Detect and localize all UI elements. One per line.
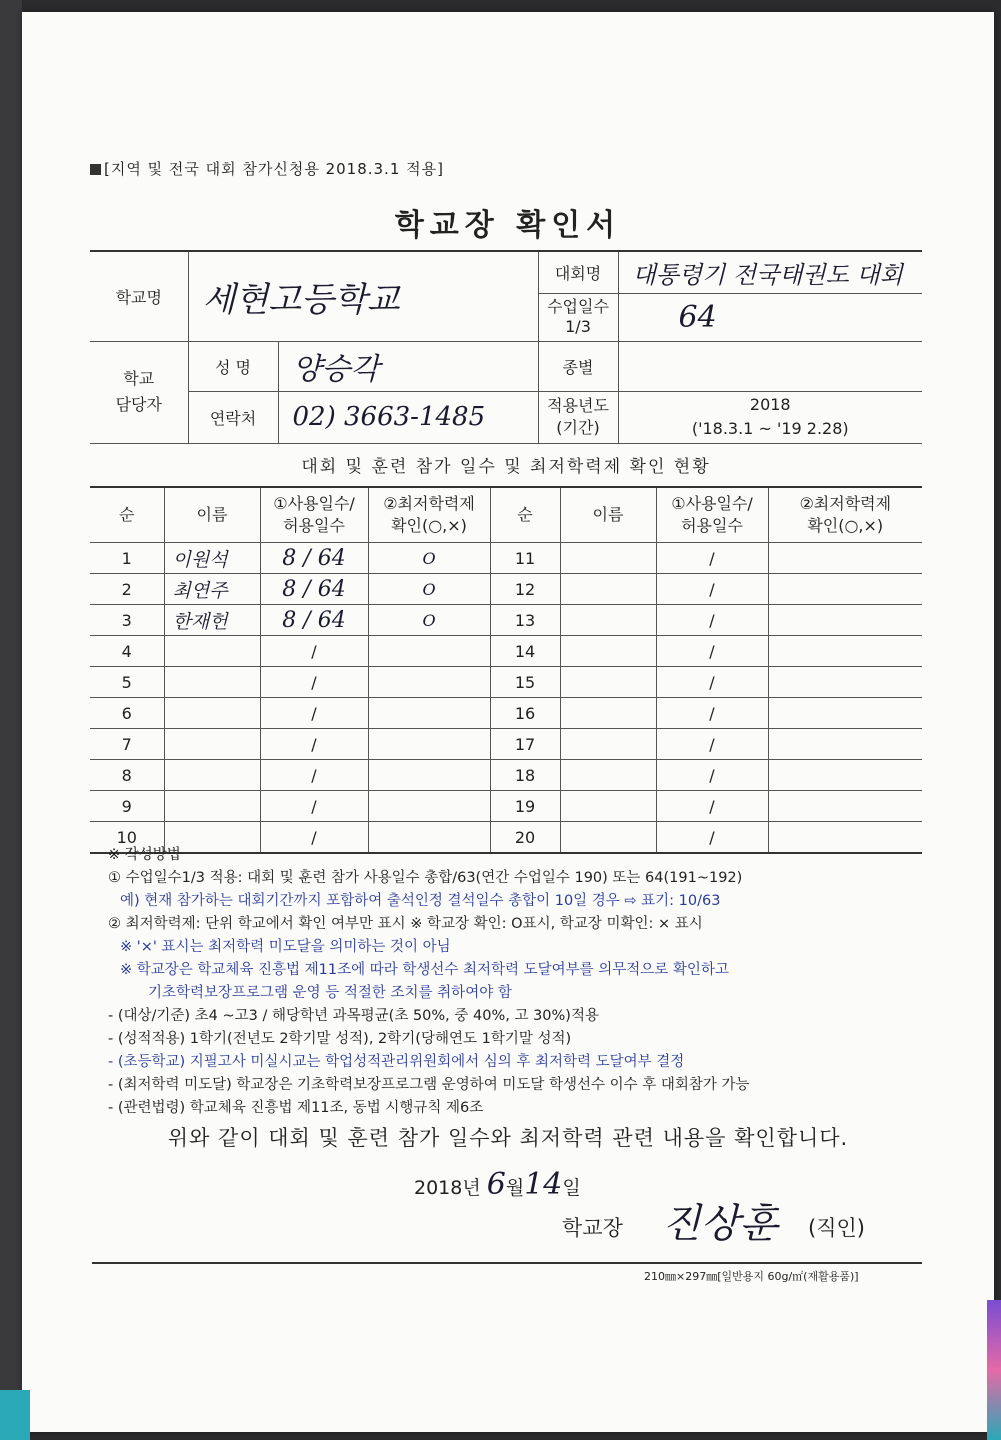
table-cell-name-right	[560, 729, 656, 760]
table-cell-name-right	[560, 605, 656, 636]
info-table	[90, 250, 922, 444]
table-cell-no-left: 5	[90, 667, 164, 698]
signature-date	[414, 1167, 581, 1202]
staff-label-line2: 담당자	[115, 395, 162, 414]
table-cell-name-left	[164, 636, 260, 667]
table-cell-days-left: /	[260, 729, 368, 760]
table-cell-no-left: 2	[90, 574, 164, 605]
background-edge-right	[987, 1300, 1001, 1440]
table-cell-check-right	[768, 636, 922, 667]
table-cell-check-right	[768, 574, 922, 605]
table-cell-days-right: /	[656, 574, 768, 605]
table-cell-check-left	[368, 729, 490, 760]
note-line: - (대상/기준) 초4 ~고3 / 해당학년 과목평균(초 50%, 중 40%, 고 30%)적용	[108, 1008, 599, 1024]
table-cell-no-right: 11	[490, 543, 560, 574]
table-cell-name-right	[560, 636, 656, 667]
table-row	[90, 543, 922, 574]
table-cell-days-right: /	[656, 698, 768, 729]
note-line: ② 최저학력제: 단위 학교에서 확인 여부만 표시 ※ 학교장 확인: O표시, 학교장 미확인: × 표시	[108, 916, 703, 932]
table-header-cell: ①사용일수/ 허용일수	[656, 487, 768, 543]
table-cell-no-right: 15	[490, 667, 560, 698]
note-line: 기초학력보장프로그램 운영 등 적절한 조치를 취하여야 함	[148, 985, 512, 1001]
table-cell-name-right	[560, 791, 656, 822]
table-cell-check-left	[368, 636, 490, 667]
table-cell-no-left: 9	[90, 791, 164, 822]
contact-value: 02) 3663-1485	[278, 391, 538, 443]
staff-name-value: 양승각	[278, 341, 538, 391]
staff-label-line1: 학교	[123, 369, 155, 388]
table-cell-days-left: /	[260, 667, 368, 698]
table-cell-check-left: O	[368, 605, 490, 636]
table-header-row	[90, 487, 922, 543]
date-month-value: 6	[486, 1167, 506, 1202]
table-cell-days-right: /	[656, 667, 768, 698]
confirmation-statement: 위와 같이 대회 및 훈련 참가 일수와 최저학력 관련 내용을 확인합니다.	[167, 1126, 849, 1150]
table-body	[90, 543, 922, 854]
class-days-label-line1: 수업일수	[547, 297, 609, 316]
table-cell-no-left: 10	[90, 822, 164, 854]
table-cell-name-left	[164, 729, 260, 760]
sport-label: 종별	[538, 341, 618, 391]
class-days-value: 64	[618, 293, 922, 341]
table-cell-no-left: 1	[90, 543, 164, 574]
table-cell-days-right: /	[656, 636, 768, 667]
table-row	[90, 791, 922, 822]
table-cell-name-left	[164, 698, 260, 729]
table-header-cell: 이름	[560, 487, 656, 543]
period-range: ('18.3.1 ~ '19 2.28)	[691, 419, 849, 438]
note-line: ※ 학교장은 학교체육 진흥법 제11조에 따라 학생선수 최저학력 도달여부를 의무적으로 확인하고	[120, 962, 729, 978]
table-cell-check-left	[368, 698, 490, 729]
bottom-divider	[92, 1262, 922, 1264]
document-title: 학교장 확인서	[394, 208, 622, 243]
school-name-value: 세현고등학교	[188, 251, 538, 341]
table-cell-name-left	[164, 791, 260, 822]
staff-label	[90, 341, 188, 443]
table-cell-days-left: /	[260, 822, 368, 854]
period-value	[618, 391, 922, 443]
form-version-header	[90, 158, 444, 179]
period-label-line2: (기간)	[556, 418, 600, 437]
note-line: ※ '×' 표시는 최저학력 미도달을 의미하는 것이 아님	[120, 939, 451, 955]
date-day-value: 14	[524, 1167, 563, 1202]
table-cell-days-left: /	[260, 791, 368, 822]
paper-spec: 210㎜×297㎜[일반용지 60g/㎡(재활용품)]	[644, 1270, 859, 1283]
table-cell-days-right: /	[656, 729, 768, 760]
table-header-cell: ②최저학력제 확인(○,×)	[768, 487, 922, 543]
table-row	[90, 760, 922, 791]
class-days-label	[538, 293, 618, 341]
table-cell-name-left	[164, 760, 260, 791]
sport-value	[618, 341, 922, 391]
period-year: 2018	[749, 395, 791, 414]
table-cell-name-right	[560, 574, 656, 605]
date-year: 2018년	[414, 1177, 481, 1199]
table-cell-name-right	[560, 698, 656, 729]
table-cell-no-right: 14	[490, 636, 560, 667]
table-cell-name-right	[560, 667, 656, 698]
note-line: 예) 현재 참가하는 대회기간까지 포함하여 출석인정 결석일수 총합이 10일 경우 ⇨ 표기: 10/63	[120, 893, 721, 909]
table-cell-check-left	[368, 760, 490, 791]
table-cell-no-left: 6	[90, 698, 164, 729]
table-header-cell: 순	[490, 487, 560, 543]
competition-value: 대통령기 전국태권도 대회	[618, 251, 922, 293]
participation-table	[90, 486, 922, 854]
competition-label: 대회명	[538, 251, 618, 293]
note-line: - (관련법령) 학교체육 진흥법 제11조, 동법 시행규칙 제6조	[108, 1100, 484, 1116]
date-month-unit: 월	[505, 1177, 525, 1199]
table-cell-check-right	[768, 698, 922, 729]
table-cell-days-left: /	[260, 636, 368, 667]
table-cell-no-left: 3	[90, 605, 164, 636]
table-row	[90, 729, 922, 760]
table-cell-no-left: 7	[90, 729, 164, 760]
school-name-label: 학교명	[90, 251, 188, 341]
table-cell-no-right: 20	[490, 822, 560, 854]
table-cell-days-right: /	[656, 605, 768, 636]
table-row	[90, 605, 922, 636]
class-days-label-line2: 1/3	[565, 317, 591, 336]
table-cell-name-left: 이원석	[164, 543, 260, 574]
table-cell-name-right	[560, 543, 656, 574]
table-cell-check-left: O	[368, 543, 490, 574]
seal-note: (직인)	[808, 1216, 865, 1240]
table-cell-days-left: /	[260, 760, 368, 791]
date-day-unit: 일	[562, 1177, 581, 1199]
table-cell-name-left	[164, 667, 260, 698]
note-line: ※ 작성방법	[108, 847, 181, 863]
principal-label: 학교장	[562, 1216, 623, 1240]
note-line: - (초등학교) 지필고사 미실시교는 학업성적관리위원회에서 심의 후 최저학력 도달여부 결정	[108, 1054, 685, 1070]
table-cell-name-left: 한재헌	[164, 605, 260, 636]
background-edge-bottom	[0, 1390, 30, 1440]
table-cell-check-right	[768, 760, 922, 791]
table-cell-no-right: 19	[490, 791, 560, 822]
notes-section	[108, 844, 928, 1120]
table-cell-check-right	[768, 791, 922, 822]
table-header-cell: ①사용일수/ 허용일수	[260, 487, 368, 543]
table-cell-no-right: 18	[490, 760, 560, 791]
document-page	[22, 12, 994, 1432]
table-cell-days-left: 8 / 64	[260, 574, 368, 605]
table-cell-no-left: 4	[90, 636, 164, 667]
note-line: ① 수업일수1/3 적용: 대회 및 훈련 참가 사용일수 총합/63(연간 수업일수 190) 또는 64(191~192)	[108, 870, 743, 886]
staff-name-label: 성 명	[188, 341, 278, 391]
table-cell-days-left: /	[260, 698, 368, 729]
note-line: - (성적적용) 1학기(전년도 2학기말 성적), 2학기(당해연도 1학기말 성적)	[108, 1031, 572, 1047]
table-row	[90, 574, 922, 605]
table-cell-days-right: /	[656, 760, 768, 791]
form-version-text: [지역 및 전국 대회 참가신청용 2018.3.1 적용]	[104, 160, 444, 178]
contact-label: 연락처	[188, 391, 278, 443]
square-bullet-icon	[90, 164, 101, 175]
table-cell-check-right	[768, 667, 922, 698]
section-subtitle: 대회 및 훈련 참가 일수 및 최저학력제 확인 현황	[301, 457, 711, 477]
table-cell-no-left: 8	[90, 760, 164, 791]
background-edge-left	[0, 0, 22, 1440]
table-header-cell: ②최저학력제 확인(○,×)	[368, 487, 490, 543]
table-header-cell: 이름	[164, 487, 260, 543]
table-cell-check-left: O	[368, 574, 490, 605]
table-cell-no-right: 17	[490, 729, 560, 760]
table-cell-no-right: 13	[490, 605, 560, 636]
table-cell-check-left	[368, 667, 490, 698]
table-row	[90, 698, 922, 729]
table-row	[90, 667, 922, 698]
table-cell-days-left: 8 / 64	[260, 605, 368, 636]
table-cell-days-right: /	[656, 543, 768, 574]
note-line: - (최저학력 미도달) 학교장은 기초학력보장프로그램 운영하여 미도달 학생선수 이수 후 대회참가 가능	[108, 1077, 750, 1093]
table-cell-name-right	[560, 760, 656, 791]
table-cell-days-right: /	[656, 822, 768, 854]
table-cell-no-right: 12	[490, 574, 560, 605]
table-cell-days-right: /	[656, 791, 768, 822]
principal-signature: 진상훈	[662, 1201, 778, 1247]
table-cell-days-left: 8 / 64	[260, 543, 368, 574]
table-cell-check-right	[768, 543, 922, 574]
table-cell-no-right: 16	[490, 698, 560, 729]
table-cell-check-right	[768, 605, 922, 636]
period-label-line1: 적용년도	[547, 396, 609, 415]
table-cell-check-left	[368, 791, 490, 822]
period-label	[538, 391, 618, 443]
table-cell-check-right	[768, 729, 922, 760]
table-cell-name-left: 최연주	[164, 574, 260, 605]
table-row	[90, 636, 922, 667]
table-header-cell: 순	[90, 487, 164, 543]
